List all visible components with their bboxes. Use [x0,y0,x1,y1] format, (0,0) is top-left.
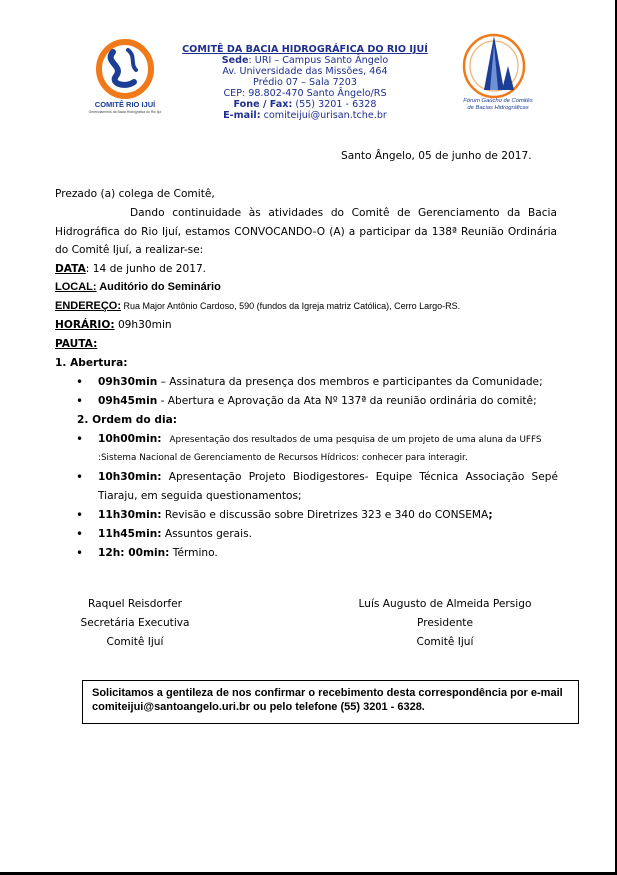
signature-right-role: Presidente [417,617,473,629]
local-label: LOCAL: [55,281,97,293]
email-value: comiteijui@urisan.tche.br [260,110,387,121]
agenda-text: Término. [169,547,218,559]
agenda-time: 11h45min: [98,528,162,540]
local-value: Auditório do Seminário [96,281,221,293]
bullet-icon: • [76,527,84,541]
agenda-time: 10h00min: [98,433,162,445]
endereco-label: ENDEREÇO: [55,300,122,312]
phone-line [150,99,460,110]
paragraph-line-2: Hidrográfica do Rio Ijuí, estamos CONVOCANDO-O (A) a participar da 138ª Reunião Ordinária [55,226,557,238]
bullet-icon: • [76,508,84,522]
agenda-text: - Abertura e Aprovação da Ata Nº 137ª da reunião ordinária do comitê; [157,395,537,407]
section-abertura: 1. Abertura: [55,357,128,369]
phone-value: (55) 3201 - 6328 [292,99,377,110]
agenda-item-1000-cont: :Sistema Nacional de Gerenciamento de Recursos Hídricos: conhecer para interagir. [98,453,468,463]
agenda-text: – Assinatura da presença dos membros e participantes da Comunidade; [157,376,543,388]
forum-text-line-2: de Bacias Hidrográficas [467,105,529,111]
agenda-text: Assuntos gerais. [161,528,253,540]
horario-label: HORÁRIO: [55,319,115,331]
endereco-value: Rua Major Antônio Cardoso, 590 (fundos da Igreja matriz Católica), Cerro Largo-RS. [121,301,461,311]
sede-line [150,55,460,66]
phone-label: Fone / Fax: [233,99,293,110]
bullet-icon: • [76,394,84,408]
signature-left-org: Comitê Ijuí [106,636,164,648]
sede-label: Sede [221,55,249,66]
address-line-1: Av. Universidade das Missões, 464 [222,66,388,77]
bullet-icon: • [76,546,84,560]
data-line [55,263,206,276]
confirmation-notice [82,680,579,724]
agenda-time: 09h30min [98,376,158,388]
email-line [150,110,460,121]
agenda-text: Apresentação dos resultados de uma pesquisa de um projeto de uma aluna da UFFS [169,435,542,445]
agenda-time: 12h: 00min: [98,547,170,559]
signature-right-name: Luís Augusto de Almeida Persigo [358,598,532,610]
data-label: DATA [55,263,86,275]
forum-text-line-1: Fórum Gaúcho de Comitês [463,98,533,104]
forum-emblem-icon [448,30,548,100]
bullet-icon: • [76,375,84,389]
agenda-text: Apresentação Projeto Biodigestores- Equipe Técnica Associação Sepé [168,471,559,483]
greeting: Prezado (a) colega de Comitê, [55,188,215,200]
letterhead [150,44,460,121]
agenda-text: Revisão e discussão sobre Diretrizes 323 e 340 do CONSEMA [161,509,489,521]
agenda-item-1200 [98,547,218,560]
email-label: E-mail: [223,110,261,121]
signature-left-name: Raquel Reisdorfer [88,598,182,610]
notice-text: Solicitamos a gentileza de nos confirmar o recebimento desta correspondência por e-mail comiteijui@santoangelo.uri.br ou pelo telefone (55) 3201 - 6328. [92,687,563,713]
agenda-item-1030-cont: Tiaraju, em seguida questionamentos; [98,490,302,502]
agenda-item-0930 [98,376,543,389]
local-line [55,281,221,294]
signature-left-role: Secretária Executiva [80,617,190,629]
agenda-time: 11h30min: [98,509,162,521]
agenda-item-1000 [98,433,541,447]
signature-right-org: Comitê Ijuí [416,636,474,648]
org-name: COMITÊ DA BACIA HIDROGRÁFICA DO RIO IJUÍ [182,44,428,55]
sede-value: : URI – Campus Santo Ângelo [248,55,389,66]
endereco-line [55,300,460,313]
place-date: Santo Ângelo, 05 de junho de 2017. [341,150,532,162]
logo-left-title: COMITÊ RIO IJUÍ [94,100,156,109]
agenda-time: 10h30min: [98,471,162,483]
address-line-2: Prédio 07 – Sala 7203 [252,77,357,88]
horario-value: 09h30min [114,319,172,331]
paragraph-line-3: do Comitê Ijuí, a realizar-se: [55,244,204,256]
agenda-item-1030 [98,471,558,484]
agenda-item-1130 [98,509,493,522]
bullet-icon: • [76,470,84,484]
bullet-icon: • [76,432,84,446]
pauta-label: PAUTA: [55,338,98,350]
horario-line [55,319,172,332]
agenda-time: 09h45min [98,395,158,407]
agenda-end: ; [488,509,493,521]
data-value: : 14 de junho de 2017. [85,263,207,275]
pauta-heading [55,338,97,351]
agenda-item-0945 [98,395,537,408]
forum-gaucho-logo [448,30,548,125]
logo-left-subtitle: Gerenciamento da Bacia Hidrográfica do Rio Ijuí [88,110,162,114]
agenda-item-1145 [98,528,252,541]
section-ordem-do-dia: 2. Ordem do dia: [77,414,177,426]
paragraph-line-1: Dando continuidade às atividades do Comitê de Gerenciamento da Bacia [130,207,557,219]
address-line-3: CEP: 98.802-470 Santo Ângelo/RS [223,88,387,99]
